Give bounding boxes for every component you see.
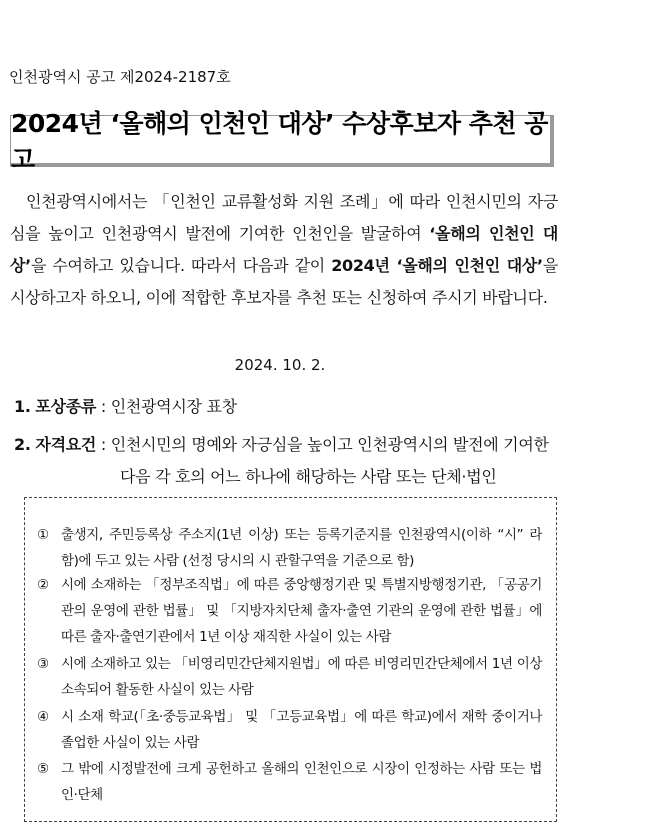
criteria-text: 출생지, 주민등록상 주소지(1년 이상) 또는 등록기준지를 인천광역시(이하 “시” 라 함)에 두고 있는 사람 (선정 당시의 시 관할구역을 기준으로 함) <box>61 527 542 569</box>
item-separator: : <box>96 435 111 454</box>
criteria-text: 시에 소재하고 있는 「비영리민간단체지원법」에 따른 비영리민간단체에서 1년 이상 소속되어 활동한 사실이 있는 사람 <box>61 656 542 698</box>
criteria-number: ① <box>37 527 49 543</box>
criteria-text: 시 소재 학교(「초·중등교육법」 및 「고등교육법」에 따른 학교)에서 재학 중이거나 졸업한 사실이 있는 사람 <box>61 709 542 751</box>
item-separator: : <box>96 397 111 416</box>
item-label: 자격요건 <box>35 435 97 454</box>
intro-text-3: 을 시상하고자 하오니, 이에 적합한 후보자를 추천 또는 신청하여 주시기 바랍니다. <box>10 256 558 307</box>
item-text: 인천시민의 명예와 자긍심을 높이고 인천광역시의 발전에 기여한 <box>110 435 549 454</box>
item-label: 포상종류 <box>35 397 97 416</box>
item-text: 인천광역시장 표창 <box>110 397 237 416</box>
item-number: 2. <box>14 435 31 454</box>
intro-paragraph <box>10 186 558 314</box>
criteria-number: ⑤ <box>37 761 49 777</box>
item-number: 1. <box>14 397 31 416</box>
notice-number: 인천광역시 공고 제2024-2187호 <box>9 68 231 86</box>
criteria-item-2 <box>37 572 542 650</box>
title-box <box>10 108 554 174</box>
criteria-text: 시에 소재하는 「정부조직법」에 따른 중앙행정기관 및 특별지방행정기관, 「공공기관의 운영에 관한 법률」 및 「지방자치단체 출자·출연 기관의 운영에 관한 법률」에 따른 출자·출연기관에서 1년 이상 재직한 사실이 있는 사람 <box>61 577 542 645</box>
page-title: 2024년 ‘올해의 인천인 대상’ 수상후보자 추천 공고 <box>11 108 548 174</box>
criteria-box <box>24 497 557 822</box>
criteria-item-4 <box>37 704 542 756</box>
criteria-item-1 <box>37 522 542 574</box>
intro-award-year-name: 2024년 ‘올해의 인천인 대상’ <box>331 256 543 275</box>
criteria-number: ③ <box>37 656 49 672</box>
item-eligibility <box>14 430 549 460</box>
criteria-item-3 <box>37 651 542 703</box>
criteria-item-5 <box>37 756 542 808</box>
criteria-text: 그 밖에 시정발전에 크게 공헌하고 올해의 인천인으로 시장이 인정하는 사람 또는 법인·단체 <box>61 761 542 803</box>
item-eligibility-continued: 다음 각 호의 어느 하나에 해당하는 사람 또는 단체·법인 <box>120 467 497 486</box>
intro-text-1: 인천광역시에서는 「인천인 교류활성화 지원 조례」에 따라 인천시민의 자긍심을 높이고 인천광역시 발전에 기여한 인천인을 발굴하여 <box>10 192 558 243</box>
item-award-type <box>14 392 237 422</box>
criteria-number: ② <box>37 577 49 593</box>
intro-award-name: ‘올해의 인천인 대상’ <box>10 224 558 275</box>
intro-text-2: 을 수여하고 있습니다. 따라서 다음과 같이 <box>30 256 332 275</box>
notice-date: 2024. 10. 2. <box>234 356 326 374</box>
criteria-number: ④ <box>37 709 49 725</box>
